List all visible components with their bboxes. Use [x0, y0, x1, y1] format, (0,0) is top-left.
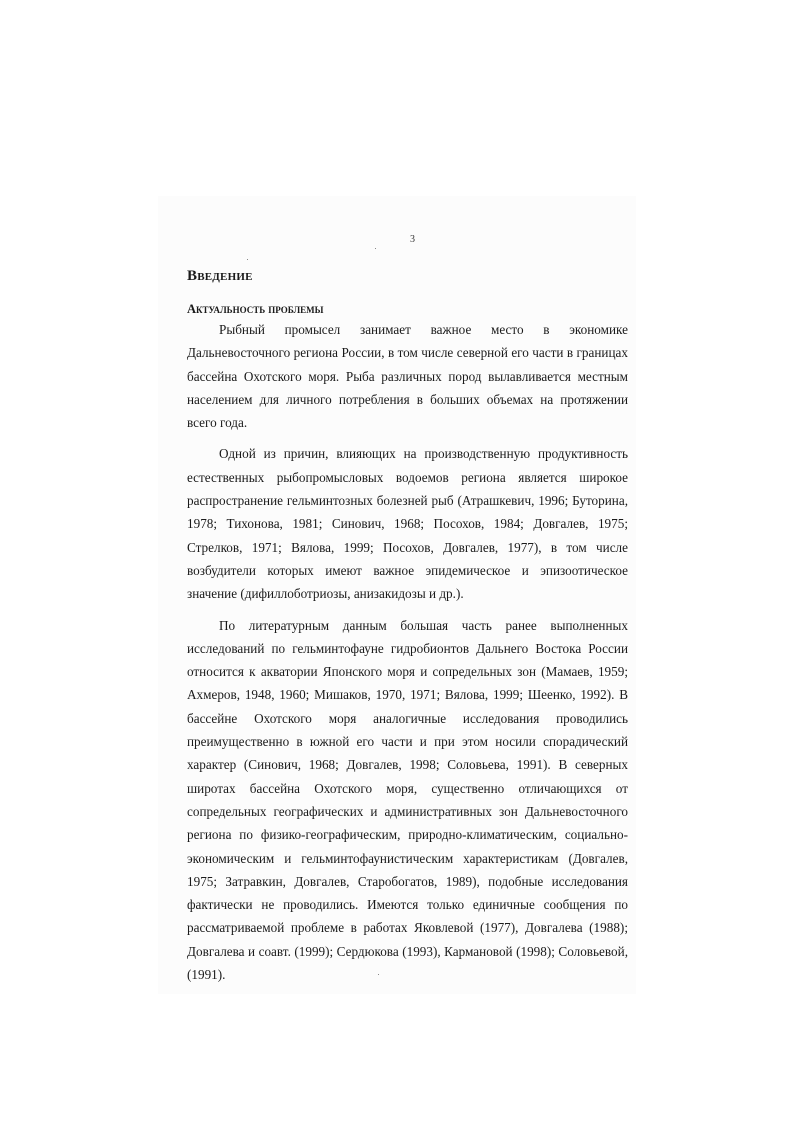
page-number: 3 — [410, 234, 415, 245]
paragraph-1: Рыбный промысел занимает важное место в экономике Дальневосточного региона России, в том числе северной его части в границах бассейна Охотского моря. Рыба различных пород вылавливается местным населением для личного потребления в больших объемах на протяжении всего года. — [187, 322, 628, 431]
paragraph-2: Одной из причин, влияющих на производственную продуктивность естественных рыбопромысловых водоемов региона является широкое распространение гельминтозных болезней рыб (Атрашкевич, 1996; Буторина, 1978; Тихонова, 1981; Синович, 1968; Посохов, 1984; Довгалев, 1975; Стрелков, 1971; Вялова, 1999; Посохов, Довгалев, 1977), в том числе возбудители которых имеют важное эпидемическое и эпизоотическое значение (дифиллоботриозы, анизакидозы и др.). — [187, 446, 628, 602]
paragraph-3: По литературным данным большая часть ранее выполненных исследований по гельминтофауне гидробионтов Дальнего Востока России относится к акватории Японского моря и сопредельных зон (Мамаев, 1959; Ахмеров, 1948, 1960; Мишаков, 1970, 1971; Вялова, 1999; Шеенко, 1992). В бассейне Охотского моря аналогичные исследования проводились преимущественно в южной его части и при этом носили спорадический характер (Синович, 1968; Довгалев, 1998; Соловьева, 1991). В северных широтах бассейна Охотского моря, существенно отличающихся от сопредельных географических и административных зон Дальневосточного региона по физико-географическим, природно-климатическим, социально-экономическим и гельминтофаунистическим характеристикам (Довгалев, 1975; Затравкин, Довгалев, Старобогатов, 1989), подобные исследования фактически не проводились. Имеются только единичные сообщения по рассматриваемой проблеме в работах Яковлевой (1977), Довгалева (1988); Довгалева и соавт. (1999); Сердюкова (1993), Кармановой (1998); Соловьевой,(1991). — [187, 617, 628, 983]
section-title: Введение — [187, 268, 253, 284]
scan-speck — [378, 974, 379, 975]
section-subtitle: Актуальность проблемы — [187, 302, 324, 316]
scan-speck — [247, 259, 248, 260]
body-text — [187, 318, 628, 986]
scan-speck — [375, 248, 376, 249]
